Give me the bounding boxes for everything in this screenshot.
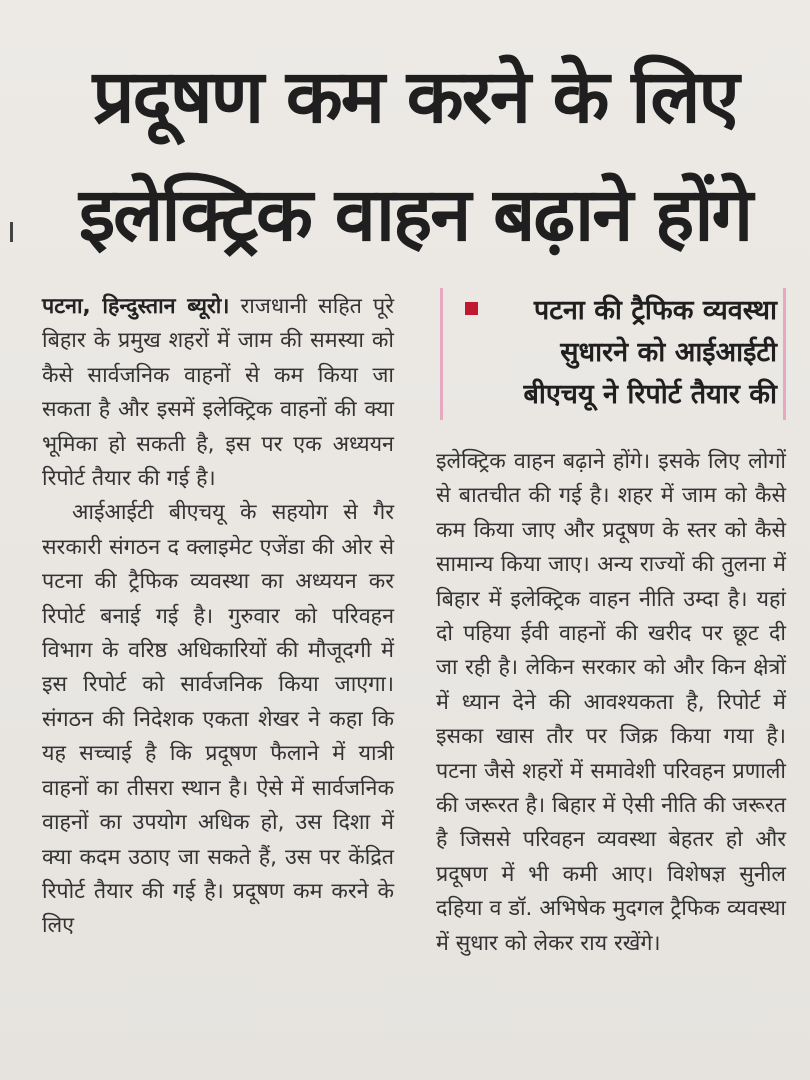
headline-line-1: प्रदूषण कम करने के लिए <box>92 54 738 140</box>
subheadline-line-3: बीएचयू ने रिपोर्ट तैयार की <box>523 379 777 410</box>
article-paragraph-1 <box>42 290 394 496</box>
subheadline-line-2: सुधारने को आईआईटी <box>560 337 777 368</box>
square-bullet-icon <box>465 302 478 315</box>
subheadline <box>487 290 777 416</box>
edge-mark <box>10 222 13 242</box>
headline <box>30 38 800 274</box>
headline-line-2: इलेक्ट्रिक वाहन बढ़ाने होंगे <box>78 172 752 258</box>
article-right-column <box>436 445 786 961</box>
article-paragraph-3: इलेक्ट्रिक वाहन बढ़ाने होंगे। इसके लिए लोगों से बातचीत की गई है। शहर में जाम को कैसे कम किया जाए और प्रदूषण के स्तर को कैसे सामान्य किया जाए। अन्य राज्यों की तुलना में बिहार में इलेक्ट्रिक वाहन नीति उम्दा है। यहां दो पहिया ईवी वाहनों की खरीद पर छूट दी जा रही है। लेकिन सरकार को और किन क्षेत्रों में ध्यान देने की आवश्यकता है, रिपोर्ट में इसका खास तौर पर जिक्र किया गया है। पटना जैसे शहरों में समावेशी परिवहन प्रणाली की जरूरत है। बिहार में ऐसी नीति की जरूरत है जिससे परिवहन व्यवस्था बेहतर हो और प्रदूषण में भी कमी आए। विशेषज्ञ सुनील दहिया व डॉ. अभिषेक मुदगल ट्रैफिक व्यवस्था में सुधार को लेकर राय रखेंगे। <box>436 449 786 956</box>
subheadline-line-1: पटना की ट्रैफिक व्यवस्था <box>533 295 777 326</box>
article-left-column <box>42 290 394 944</box>
byline: पटना, हिन्दुस्तान ब्यूरो। <box>42 294 230 319</box>
article-paragraph-2: आईआईटी बीएचयू के सहयोग से गैर सरकारी संगठन द क्लाइमेट एजेंडा की ओर से पटना की ट्रैफिक व्यवस्था का अध्ययन कर रिपोर्ट बनाई गई है। गुरुवार को परिवहन विभाग के वरिष्ठ अधिकारियों की मौजूदगी में इस रिपोर्ट को सार्वजनिक किया जाएगा। संगठन की निदेशक एकता शेखर ने कहा कि यह सच्चाई है कि प्रदूषण फैलाने में यात्री वाहनों का तीसरा स्थान है। ऐसे में सार्वजनिक वाहनों का उपयोग अधिक हो, उस दिशा में क्या कदम उठाए जा सकते हैं, उस पर केंद्रित रिपोर्ट तैयार की गई है। प्रदूषण कम करने के लिए <box>42 500 394 939</box>
paragraph-1-text: राजधानी सहित पूरे बिहार के प्रमुख शहरों में जाम की समस्या को कैसे सार्वजनिक वाहनों से कम किया जा सकता है और इसमें इलेक्ट्रिक वाहनों की क्या भूमिका हो सकती है, इस पर एक अध्ययन रिपोर्ट तैयार की गई है। <box>42 294 394 492</box>
subheadline-box <box>440 288 786 420</box>
